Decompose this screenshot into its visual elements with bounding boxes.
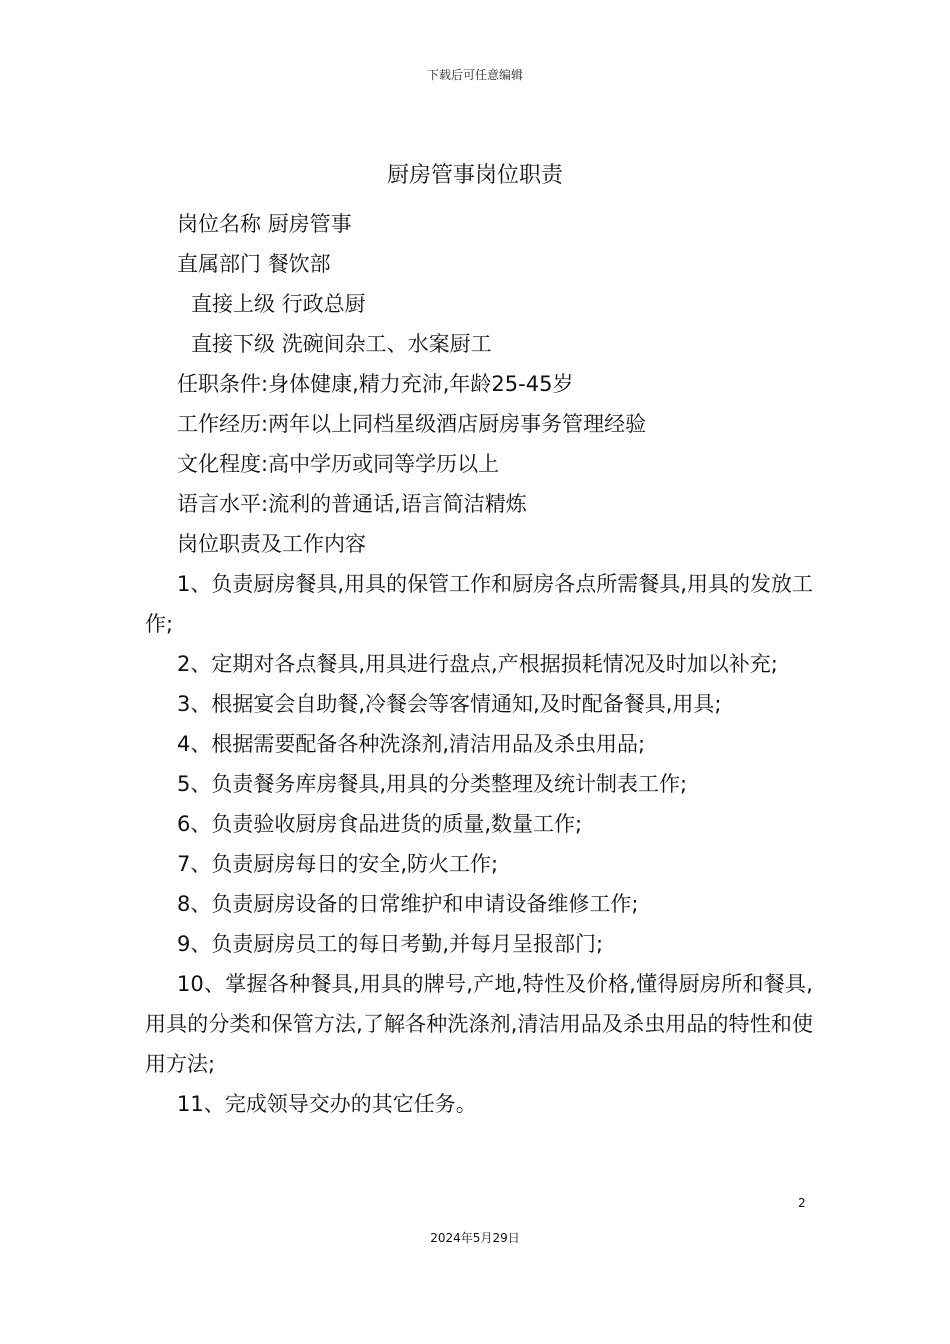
field-value: 流利的普通话,语言简洁精炼: [268, 492, 527, 516]
field-value: 洗碗间杂工、水案厨工: [281, 332, 492, 356]
field-department: [145, 244, 813, 284]
field-label: 任职条件: [177, 372, 261, 396]
footer-date: 2024年5月29日: [430, 1231, 520, 1245]
field-value: 餐饮部: [267, 252, 331, 276]
duty-item: 10、掌握各种餐具,用具的牌号,产地,特性及价格,懂得厨房所和餐具,用具的分类和保管方法,了解各种洗涤剂,清洁用品及杀虫用品的特性和使用方法;: [145, 972, 813, 1076]
duty-item: 11、完成领导交办的其它任务。: [177, 1092, 477, 1116]
duty-item: 3、根据宴会自助餐,冷餐会等客情通知,及时配备餐具,用具;: [177, 692, 722, 716]
duty-item: 9、负责厨房员工的每日考勤,并每月呈报部门;: [177, 932, 604, 956]
header-note: 下载后可任意编辑: [426, 68, 523, 82]
field-label: 文化程度: [177, 452, 261, 476]
field-subordinate: [145, 324, 813, 364]
field-label: 岗位名称: [177, 212, 261, 236]
duty-item: 1、负责厨房餐具,用具的保管工作和厨房各点所需餐具,用具的发放工作;: [145, 572, 813, 636]
duty-item: 5、负责餐务库房餐具,用具的分类整理及统计制表工作;: [177, 772, 688, 796]
field-superior: [145, 284, 813, 324]
document-body: [145, 204, 813, 1124]
field-label: 工作经历: [177, 412, 261, 436]
field-label: 语言水平: [177, 492, 261, 516]
field-value: 厨房管事: [267, 212, 352, 236]
section-heading: 岗位职责及工作内容: [177, 532, 366, 556]
page-number: 2: [798, 1196, 806, 1210]
duty-item: 8、负责厨房设备的日常维护和申请设备维修工作;: [177, 892, 639, 916]
field-value: 两年以上同档星级酒店厨房事务管理经验: [268, 412, 647, 436]
field-value: 身体健康,精力充沛,年龄25-45岁: [268, 372, 574, 396]
field-position-name: [145, 204, 813, 244]
field-value: 高中学历或同等学历以上: [268, 452, 500, 476]
duty-item: 7、负责厨房每日的安全,防火工作;: [177, 852, 499, 876]
duty-item: 4、根据需要配备各种洗涤剂,清洁用品及杀虫用品;: [177, 732, 646, 756]
field-requirements: 任职条件:身体健康,精力充沛,年龄25-45岁: [177, 372, 574, 396]
field-label: 直接上级: [191, 292, 275, 316]
field-language: 语言水平:流利的普通话,语言简洁精炼: [177, 492, 527, 516]
duty-item: 6、负责验收厨房食品进货的质量,数量工作;: [177, 812, 583, 836]
field-education: 文化程度:高中学历或同等学历以上: [177, 452, 500, 476]
field-value: 行政总厨: [281, 292, 366, 316]
document-title: 厨房管事岗位职责: [386, 163, 563, 188]
field-label: 直属部门: [177, 252, 261, 276]
field-label: 直接下级: [191, 332, 275, 356]
duty-item: 2、定期对各点餐具,用具进行盘点,产根据损耗情况及时加以补充;: [177, 652, 778, 676]
field-experience: 工作经历:两年以上同档星级酒店厨房事务管理经验: [177, 412, 647, 436]
